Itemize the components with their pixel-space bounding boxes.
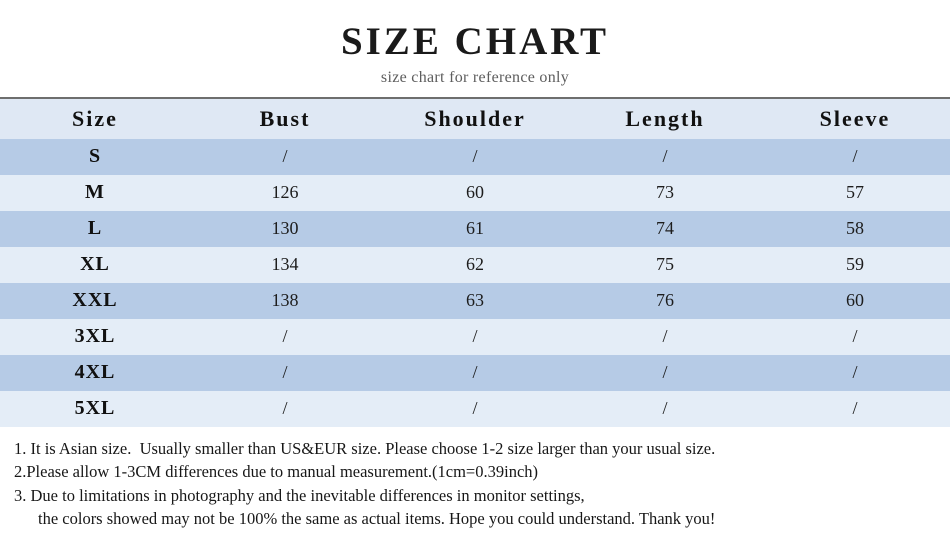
cell-bust: / xyxy=(190,319,380,355)
table-row xyxy=(0,247,950,283)
note-color-disclaimer-cont: the colors showed may not be 100% the same as actual items. Hope you could understand. Thank you! xyxy=(38,509,716,529)
page-subtitle: size chart for reference only xyxy=(380,68,570,86)
cell-shoulder: / xyxy=(380,139,570,175)
notes-section xyxy=(0,427,950,531)
table-row xyxy=(0,283,950,319)
cell-size: XXL xyxy=(0,283,190,319)
cell-length: 74 xyxy=(570,211,760,247)
cell-shoulder: / xyxy=(380,355,570,391)
cell-sleeve: 57 xyxy=(760,175,950,211)
cell-length: 76 xyxy=(570,283,760,319)
note-measurement-tolerance: 2.Please allow 1-3CM differences due to manual measurement.(1cm=0.39inch) xyxy=(14,462,539,482)
cell-shoulder: 63 xyxy=(380,283,570,319)
cell-sleeve: / xyxy=(760,355,950,391)
column-header-size: Size xyxy=(0,99,190,139)
table-header-row xyxy=(0,99,950,139)
table-row xyxy=(0,355,950,391)
cell-length: / xyxy=(570,319,760,355)
cell-length: 75 xyxy=(570,247,760,283)
table-row xyxy=(0,139,950,175)
cell-length: / xyxy=(570,355,760,391)
cell-size: L xyxy=(0,211,190,247)
cell-bust: / xyxy=(190,139,380,175)
cell-bust: / xyxy=(190,391,380,427)
column-header-shoulder: Shoulder xyxy=(380,99,570,139)
cell-size: 5XL xyxy=(0,391,190,427)
table-row xyxy=(0,391,950,427)
cell-shoulder: 61 xyxy=(380,211,570,247)
cell-sleeve: / xyxy=(760,139,950,175)
cell-sleeve: 60 xyxy=(760,283,950,319)
cell-bust: 130 xyxy=(190,211,380,247)
cell-length: / xyxy=(570,391,760,427)
cell-size: XL xyxy=(0,247,190,283)
cell-sleeve: 58 xyxy=(760,211,950,247)
table-row xyxy=(0,319,950,355)
page-title: SIZE CHART xyxy=(340,20,610,63)
cell-shoulder: 62 xyxy=(380,247,570,283)
cell-shoulder: 60 xyxy=(380,175,570,211)
size-chart-table xyxy=(0,99,950,427)
column-header-bust: Bust xyxy=(190,99,380,139)
cell-shoulder: / xyxy=(380,391,570,427)
column-header-sleeve: Sleeve xyxy=(760,99,950,139)
cell-size: M xyxy=(0,175,190,211)
page-header xyxy=(0,0,950,87)
cell-bust: 138 xyxy=(190,283,380,319)
note-color-disclaimer: 3. Due to limitations in photography and the inevitable differences in monitor settings, xyxy=(14,485,585,505)
cell-size: 4XL xyxy=(0,355,190,391)
table-row xyxy=(0,211,950,247)
cell-size: 3XL xyxy=(0,319,190,355)
note-asian-size: 1. It is Asian size. Usually smaller than US&EUR size. Please choose 1-2 size larger than your usual size. xyxy=(14,438,716,458)
cell-sleeve: 59 xyxy=(760,247,950,283)
cell-sleeve: / xyxy=(760,391,950,427)
cell-length: / xyxy=(570,139,760,175)
cell-shoulder: / xyxy=(380,319,570,355)
table-row xyxy=(0,175,950,211)
cell-bust: 134 xyxy=(190,247,380,283)
cell-size: S xyxy=(0,139,190,175)
cell-length: 73 xyxy=(570,175,760,211)
cell-bust: / xyxy=(190,355,380,391)
column-header-length: Length xyxy=(570,99,760,139)
cell-sleeve: / xyxy=(760,319,950,355)
cell-bust: 126 xyxy=(190,175,380,211)
